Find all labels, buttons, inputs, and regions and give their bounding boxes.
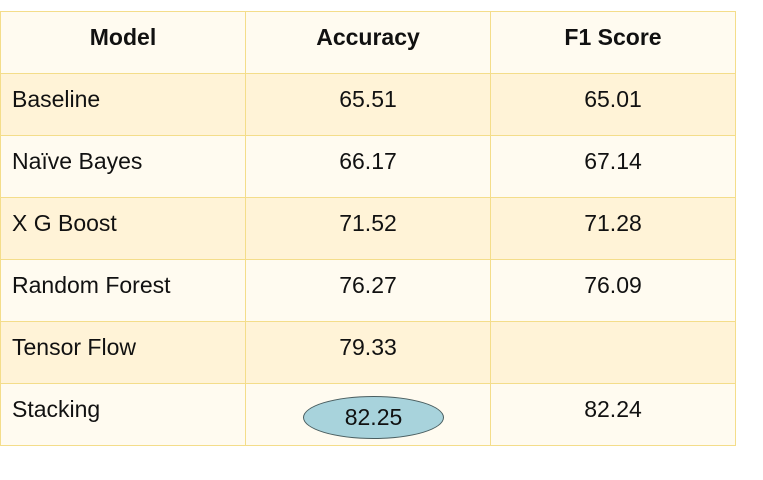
table-row [1,136,736,198]
accuracy-cell-highlighted [246,384,491,446]
accuracy-cell: 76.27 [246,260,491,322]
f1-score-cell: 71.28 [491,198,736,260]
table-row [1,384,736,446]
f1-score-cell: 76.09 [491,260,736,322]
table-body [1,74,736,446]
model-cell: Random Forest [1,260,246,322]
model-cell: X G Boost [1,198,246,260]
accuracy-cell: 79.33 [246,322,491,384]
model-cell: Naïve Bayes [1,136,246,198]
model-cell: Baseline [1,74,246,136]
table-row [1,74,736,136]
header-row [1,12,736,74]
results-table [0,11,736,446]
model-cell: Tensor Flow [1,322,246,384]
table-row [1,260,736,322]
header-model: Model [1,12,246,74]
accuracy-cell: 66.17 [246,136,491,198]
table-row [1,198,736,260]
header-f1-score: F1 Score [491,12,736,74]
model-cell: Stacking [1,384,246,446]
highlight-ellipse: 82.25 [303,396,444,439]
header-accuracy: Accuracy [246,12,491,74]
accuracy-cell: 65.51 [246,74,491,136]
f1-score-cell: 82.24 [491,384,736,446]
accuracy-cell: 71.52 [246,198,491,260]
f1-score-cell: 67.14 [491,136,736,198]
f1-score-cell [491,322,736,384]
f1-score-cell: 65.01 [491,74,736,136]
table-row [1,322,736,384]
